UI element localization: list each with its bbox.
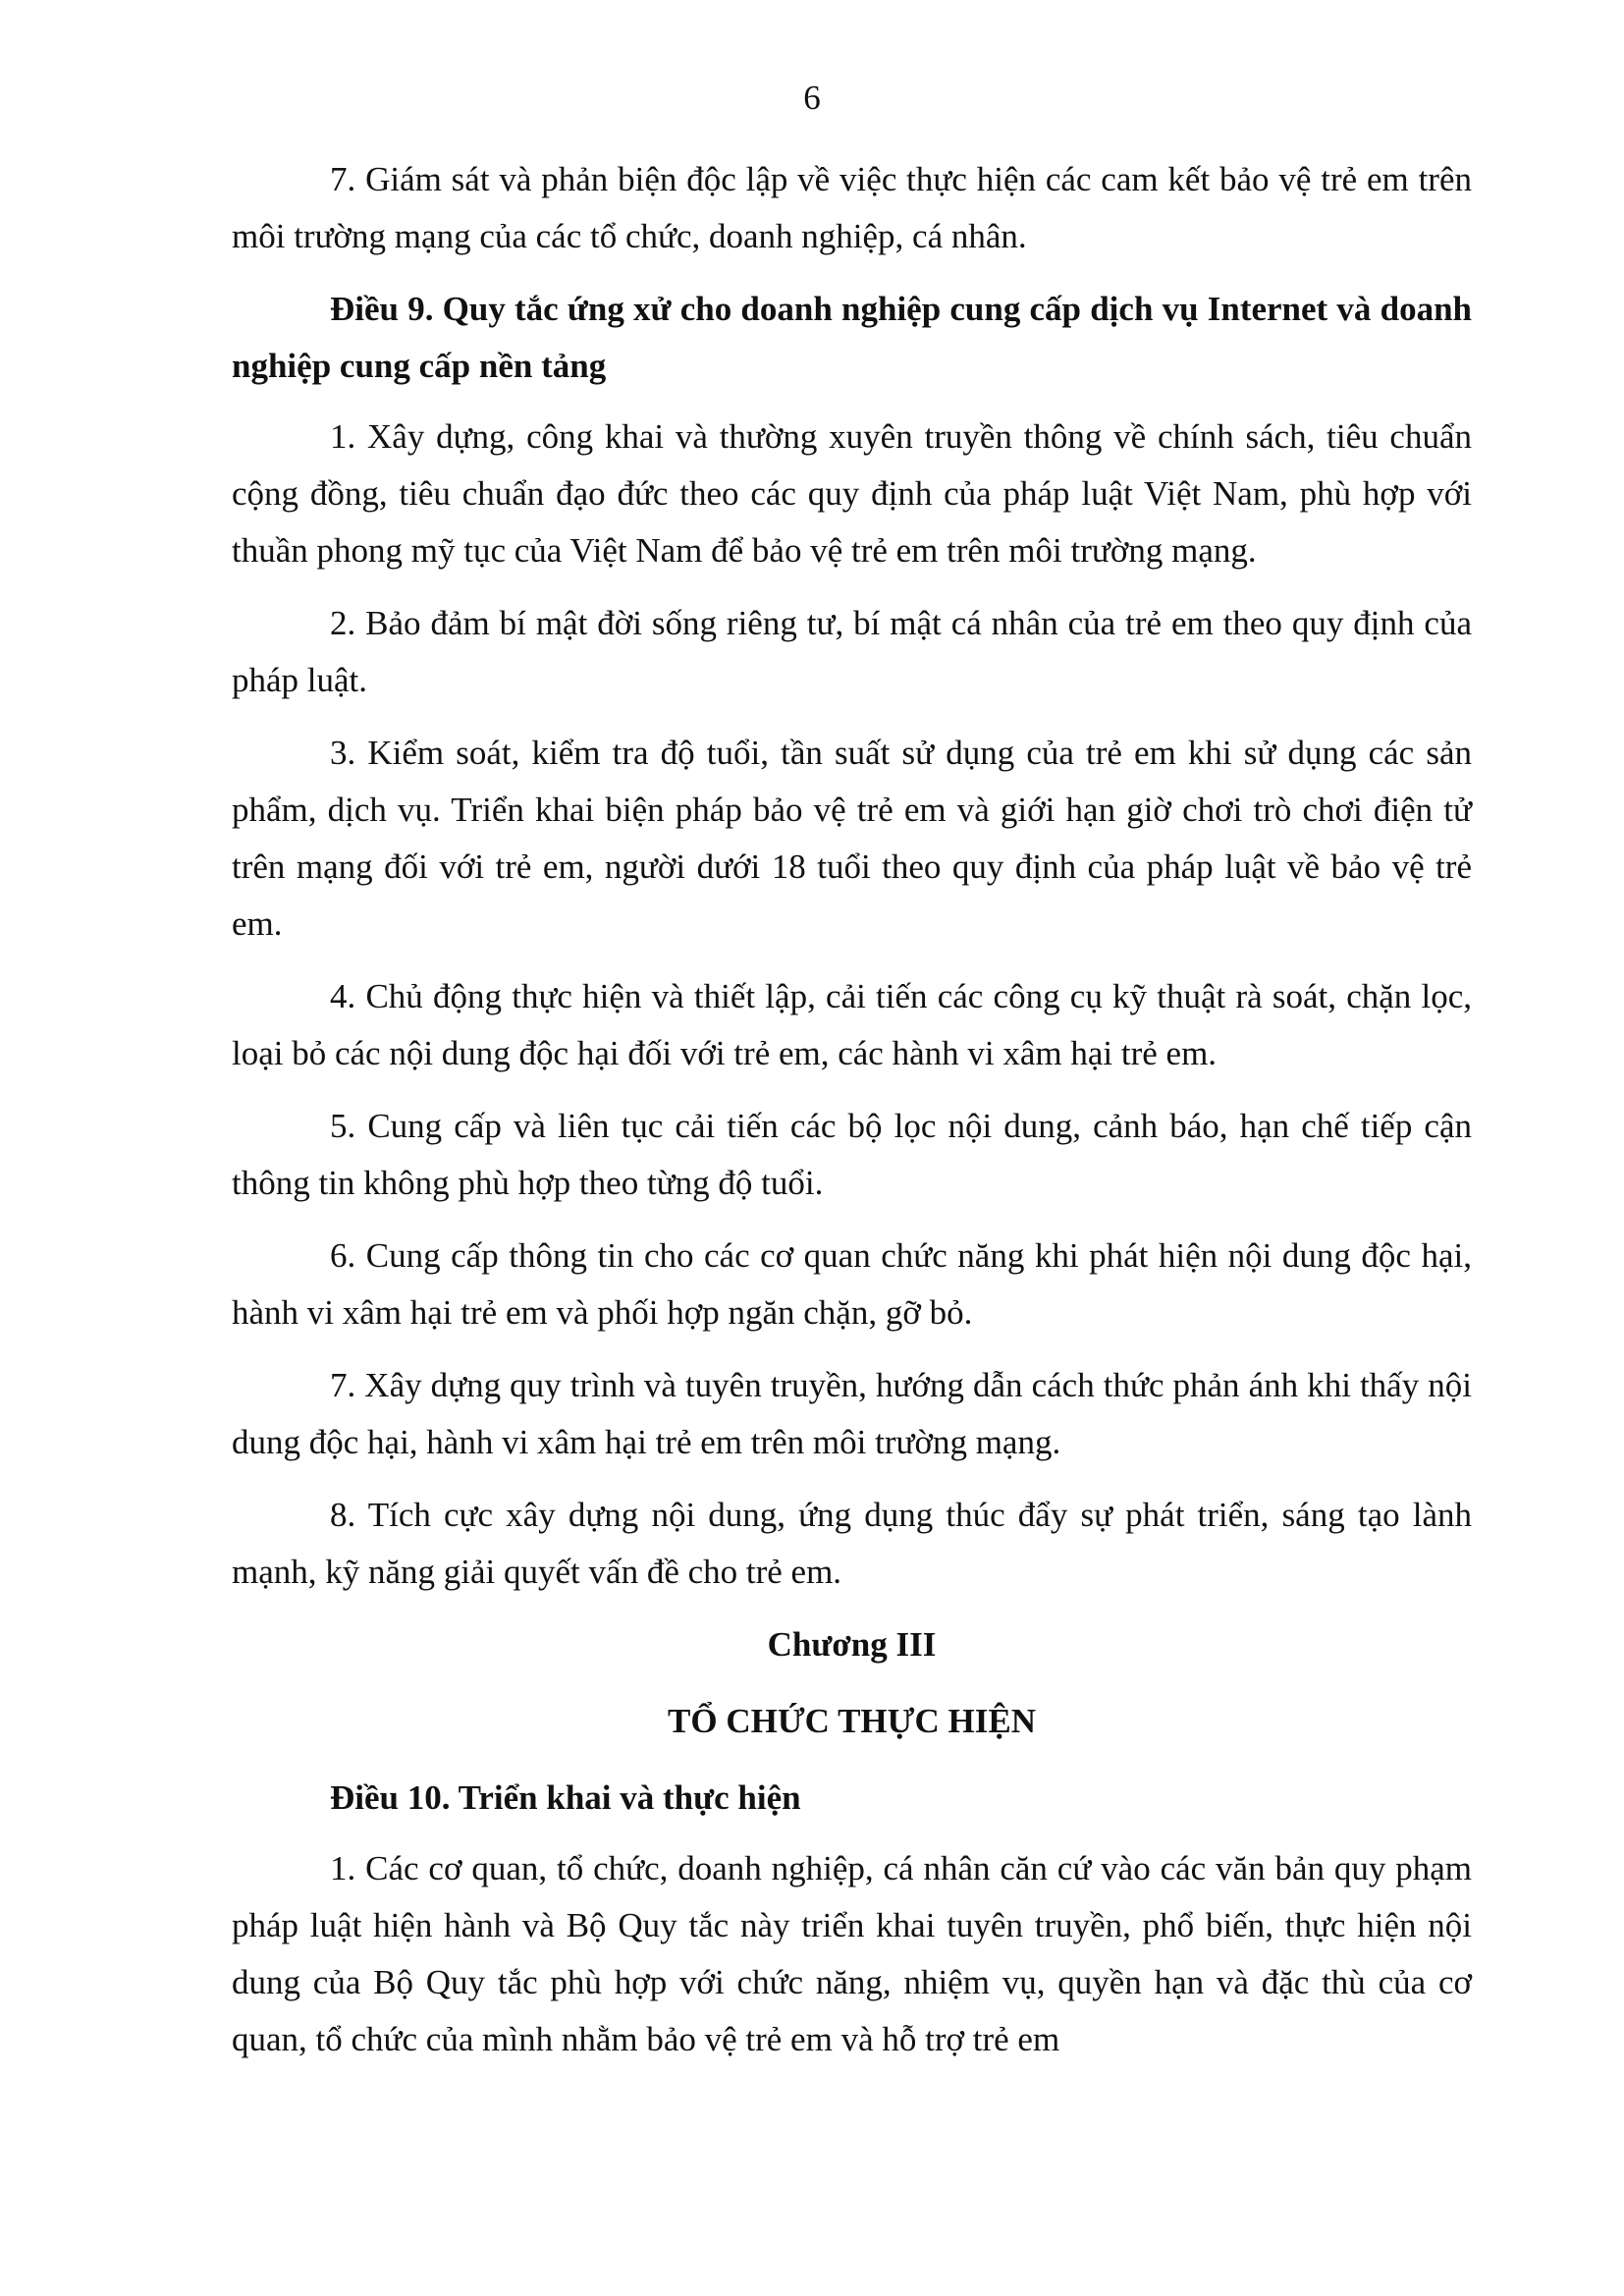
clause-9-4: 4. Chủ động thực hiện và thiết lập, cải tiến các công cụ kỹ thuật rà soát, chặn lọc, loại bỏ các nội dung độc hại đối với trẻ em, các hành vi xâm hại trẻ em.: [232, 977, 1472, 1072]
clause-9-8: 8. Tích cực xây dựng nội dung, ứng dụng thúc đẩy sự phát triển, sáng tạo lành mạnh, kỹ năng giải quyết vấn đề cho trẻ em.: [232, 1496, 1472, 1591]
document-body: [232, 151, 1472, 2084]
clause-9-6: 6. Cung cấp thông tin cho các cơ quan chức năng khi phát hiện nội dung độc hại, hành vi xâm hại trẻ em và phối hợp ngăn chặn, gỡ bỏ.: [232, 1236, 1472, 1332]
article-10-heading: Điều 10. Triển khai và thực hiện: [330, 1778, 801, 1817]
chapter-title: TỔ CHỨC THỰC HIỆN: [668, 1702, 1036, 1740]
clause-10-1: 1. Các cơ quan, tổ chức, doanh nghiệp, cá nhân căn cứ vào các văn bản quy phạm pháp luật hiện hành và Bộ Quy tắc này triển khai tuyên truyền, phổ biến, thực hiện nội dung của Bộ Quy tắc phù hợp với chức năng, nhiệm vụ, quyền hạn và đặc thù của cơ quan, tổ chức của mình nhằm bảo vệ trẻ em và hỗ trợ trẻ em: [232, 1849, 1472, 2058]
clause-9-7: 7. Xây dựng quy trình và tuyên truyền, hướng dẫn cách thức phản ánh khi thấy nội dung độc hại, hành vi xâm hại trẻ em trên môi trường mạng.: [232, 1366, 1472, 1461]
clause-9-5: 5. Cung cấp và liên tục cải tiến các bộ lọc nội dung, cảnh báo, hạn chế tiếp cận thông tin không phù hợp theo từng độ tuổi.: [232, 1107, 1472, 1202]
clause-9-3: 3. Kiểm soát, kiểm tra độ tuổi, tần suất sử dụng của trẻ em khi sử dụng các sản phẩm, dịch vụ. Triển khai biện pháp bảo vệ trẻ em và giới hạn giờ chơi trò chơi điện tử trên mạng đối với trẻ em, người dưới 18 tuổi theo quy định của pháp luật về bảo vệ trẻ em.: [232, 734, 1472, 943]
clause-9-2: 2. Bảo đảm bí mật đời sống riêng tư, bí mật cá nhân của trẻ em theo quy định của pháp luật.: [232, 604, 1472, 699]
clause-8-7: 7. Giám sát và phản biện độc lập về việc thực hiện các cam kết bảo vệ trẻ em trên môi trường mạng của các tổ chức, doanh nghiệp, cá nhân.: [232, 160, 1472, 255]
article-9-heading: Điều 9. Quy tắc ứng xử cho doanh nghiệp cung cấp dịch vụ Internet và doanh nghiệp cung cấp nền tảng: [232, 290, 1472, 385]
page-number: 6: [803, 79, 821, 117]
clause-9-1: 1. Xây dựng, công khai và thường xuyên truyền thông về chính sách, tiêu chuẩn cộng đồng, tiêu chuẩn đạo đức theo các quy định của pháp luật Việt Nam, phù hợp với thuần phong mỹ tục của Việt Nam để bảo vệ trẻ em trên môi trường mạng.: [232, 417, 1472, 570]
chapter-number: Chương III: [767, 1625, 937, 1664]
